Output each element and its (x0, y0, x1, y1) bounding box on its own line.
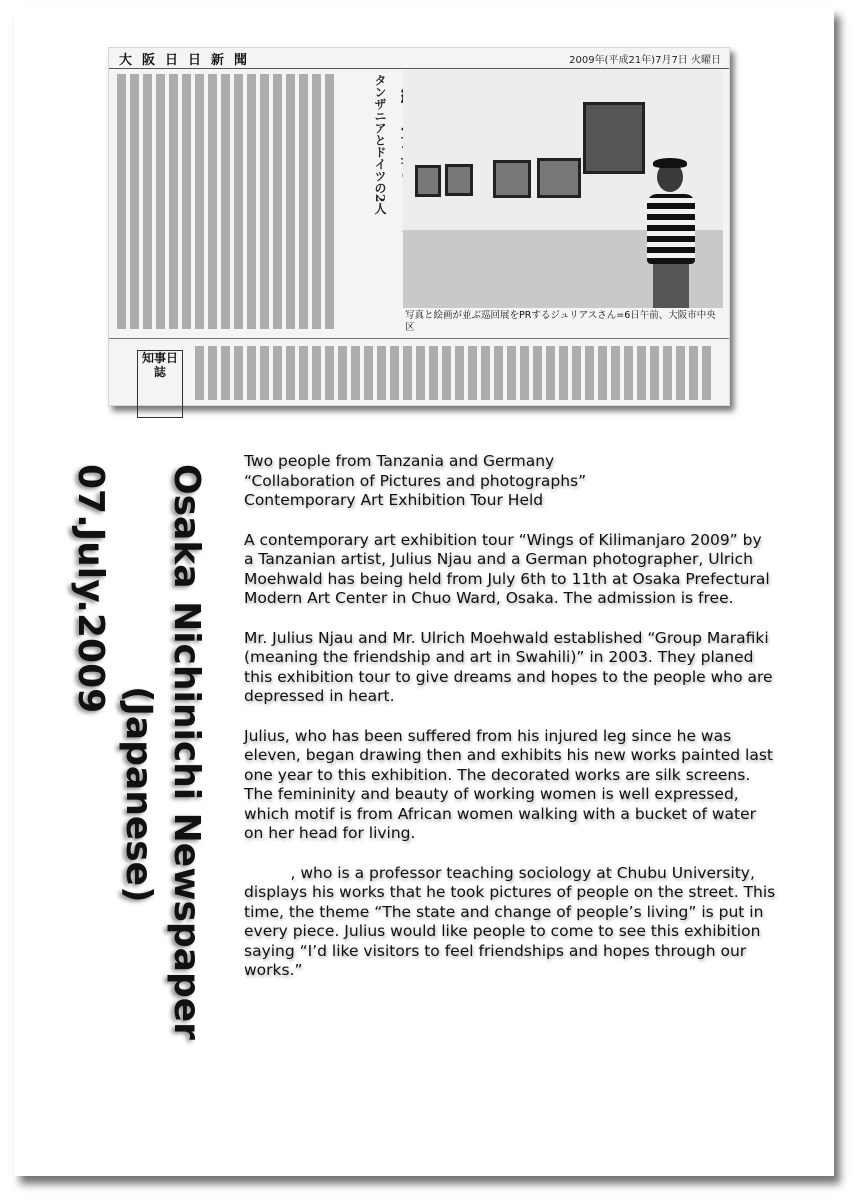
source-title-line-3: 07.July.2009 (70, 464, 111, 714)
column-label: 知事日誌 (141, 351, 178, 379)
article-heading-line: Two people from Tanzania and Germany (244, 452, 555, 470)
artist-figure (641, 162, 701, 308)
source-title-line-2: (Japanese) (118, 685, 159, 903)
clipping-lower-text (195, 346, 715, 400)
clipping-date: 2009年(平成21年)7月7日 火曜日 (569, 55, 721, 66)
photo-caption: 写真と絵画が並ぶ巡回展をPRするジュリアスさん=6日午前、大阪市中央区 (405, 310, 716, 333)
masthead (109, 48, 729, 69)
article-heading-line: Contemporary Art Exhibition Tour Held (244, 491, 544, 509)
source-title-line-1: Osaka Nichinichi Newspaper (166, 464, 207, 1040)
clipping-body-text (117, 74, 337, 329)
newspaper-name: 大阪日日新聞 (119, 53, 258, 68)
article-paragraph: , who is a professor teaching sociology at Chubu University, displays his works that he took pictures of people on the street. This time, the theme “The state and change of people’s living” is put in every piece. Julius would like people to come to see this exhibition saying “I’d like visitors to feel friendships and hopes through our works.” (244, 863, 776, 979)
article-heading (244, 452, 776, 511)
exhibition-photo (403, 70, 723, 308)
column-label-box (137, 350, 183, 418)
article-heading-line: “Collaboration of Pictures and photographs” (244, 471, 587, 490)
section-divider (109, 338, 729, 339)
clipping-headline-small: タンザニアとドイツの2人 (373, 74, 387, 215)
article-paragraph: A contemporary art exhibition tour “Wings of Kilimanjaro 2009” by a Tanzanian artist, Julius Njau and a German photographer, Ulrich Moehwald has being held from July 6th to 11th at Osaka Prefectural Modern Art Center in Chuo Ward, Osaka. The admission is free. (244, 530, 770, 607)
newspaper-clipping (108, 47, 730, 406)
article-paragraph: Julius, who has been suffered from his injured leg since he was eleven, began drawing then and exhibits his new works painted last one year to this exhibition. The decorated works are silk screens. The femininity and beauty of working women is well expressed, which motif is from African women walking with a bucket of water on her head for living. (244, 726, 773, 842)
newspaper-source-title (70, 464, 210, 1124)
article-paragraph: Mr. Julius Njau and Mr. Ulrich Moehwald established “Group Marafiki (meaning the friendship and art in Swahili)” in 2003. They planed this exhibition tour to give dreams and hopes to the people who are depressed in heart. (244, 628, 773, 705)
article-translation (244, 452, 776, 1001)
